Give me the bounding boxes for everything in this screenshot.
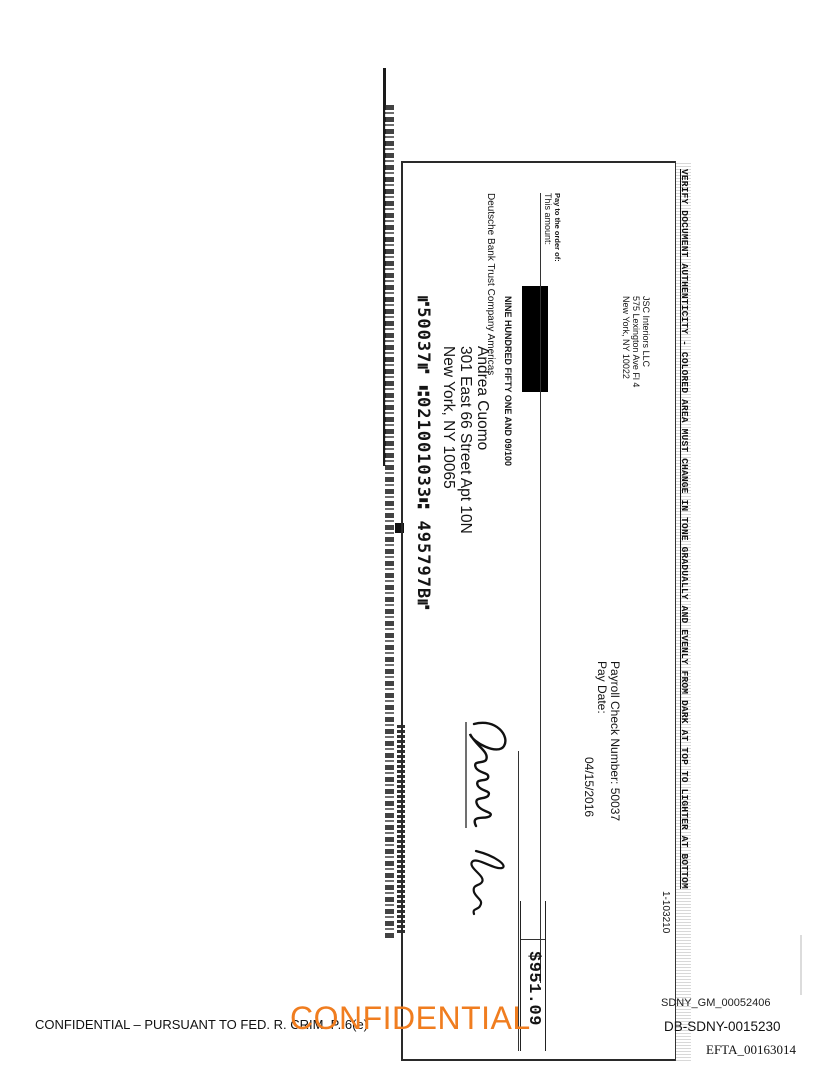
this-amount-label: This amount:: [543, 193, 553, 246]
back-endorsement-strip: [385, 105, 394, 940]
amount-numeric: $951.09: [524, 951, 543, 1026]
bank-name: Deutsche Bank Trust Company Americas: [485, 193, 496, 376]
bates-number-db: DB-SDNY-0015230: [664, 1019, 781, 1034]
payer-name: JSC Interiors LLC: [641, 296, 651, 368]
bank-routing-fraction: 1-103210: [660, 891, 671, 934]
check-number-block: [582, 661, 621, 821]
amount-box-divider: [521, 939, 545, 940]
payer-address-line2: New York, NY 10022: [621, 296, 631, 379]
signature-image: [456, 716, 516, 916]
pay-date: 04/15/2016: [582, 757, 596, 818]
payer-address: [621, 296, 651, 387]
payroll-check: [401, 161, 691, 1061]
check-number-label: Payroll Check Number:: [608, 661, 622, 785]
payee-address: [440, 346, 491, 534]
check-number: 50037: [608, 787, 622, 822]
payee-address-line2: New York, NY 10065: [440, 346, 457, 489]
payee-address-line1: 301 East 66 Street Apt 10N: [457, 346, 474, 534]
confidential-notice: CONFIDENTIAL – PURSUANT TO FED. R. CRIM. P. 6(e): [35, 1017, 369, 1032]
pay-to-labels: [543, 193, 561, 262]
security-band: [675, 161, 691, 1061]
confidential-stamp: CONFIDENTIAL: [290, 1000, 531, 1036]
bates-number-gm: SDNY_GM_00052406: [661, 997, 771, 1009]
pay-to-label: Pay to the order of:: [553, 193, 562, 262]
scan-edge: [800, 935, 802, 995]
redaction-bar: [522, 286, 548, 392]
efta-number: EFTA_00163014: [706, 1042, 796, 1057]
amount-in-words: NINE HUNDRED FIFTY ONE AND 09/100: [503, 296, 513, 467]
micr-line: ⑈50037⑈ ⑆021001033⑆ 495797B⑈: [413, 296, 433, 611]
payee-name: Andrea Cuomo: [474, 346, 491, 451]
amount-line: [540, 193, 541, 983]
check-number-line: [608, 661, 621, 821]
payer-address-line1: 575 Lexington Ave Fl 4: [631, 296, 641, 388]
security-notice: VERIFY DOCUMENT AUTHENTICITY - COLORED AREA MUST CHANGE IN TONE GRADUALLY AND EVENLY FROM DARK AT TOP TO LIGHTER AT BOTTOM: [679, 169, 690, 889]
pay-date-label: Pay Date:: [595, 661, 609, 714]
